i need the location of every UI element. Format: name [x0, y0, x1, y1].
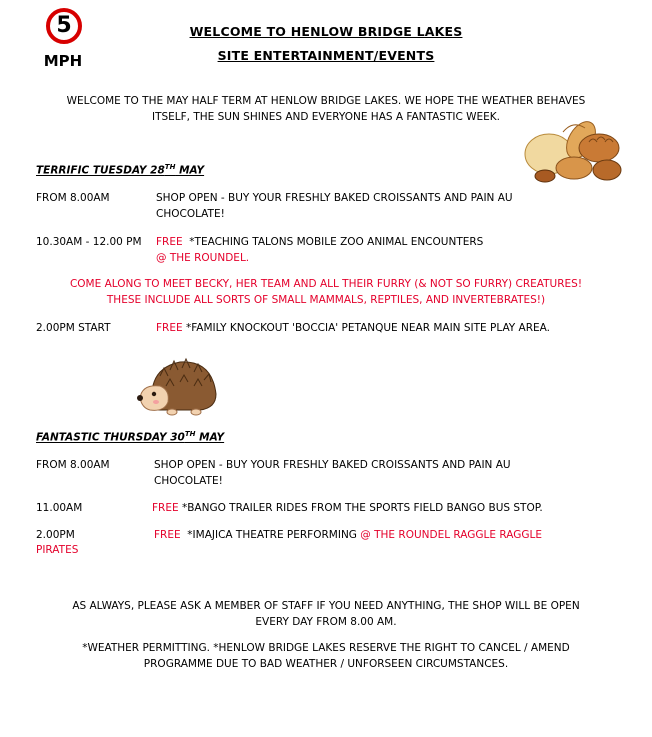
tuesday-event1-time: FROM 8.00AM — [36, 192, 110, 204]
disclaimer-line-1: *WEATHER PERMITTING. *HENLOW BRIDGE LAKES RESERVE THE RIGHT TO CANCEL / AMEND — [82, 642, 570, 654]
thursday-event2-text: *BANGO TRAILER RIDES FROM THE SPORTS FIELD BANGO BUS STOP. — [181, 502, 543, 514]
thursday-heading-text: FANTASTIC THURSDAY 30 — [36, 431, 185, 444]
tuesday-event2-text: *TEACHING TALONS MOBILE ZOO ANIMAL ENCOUNTERS — [189, 236, 484, 248]
free-label: FREE — [154, 529, 181, 541]
thursday-event3-time: 2.00PM — [36, 529, 75, 541]
tuesday-note-line1: COME ALONG TO MEET BECKY, HER TEAM AND ALL THEIR FURRY (& NOT SO FURRY) CREATURES! — [69, 278, 583, 290]
thursday-event3-desc — [154, 527, 542, 543]
intro-line-2: ITSELF, THE SUN SHINES AND EVERYONE HAS A FANTASTIC WEEK. — [151, 111, 501, 123]
free-label: FREE — [152, 502, 179, 514]
tuesday-heading-sup: TH — [164, 163, 176, 171]
footer-line-1: AS ALWAYS, PLEASE ASK A MEMBER OF STAFF IF YOU NEED ANYTHING, THE SHOP WILL BE OPEN — [72, 600, 580, 612]
tuesday-event1-line1: SHOP OPEN - BUY YOUR FRESHLY BAKED CROISSANTS AND PAIN AU — [156, 192, 513, 204]
hedgehog-icon — [136, 356, 220, 418]
bread-icon — [519, 118, 625, 188]
speed-sign-unit: MPH — [43, 52, 83, 70]
thursday-event2-desc — [152, 500, 543, 516]
thursday-heading — [36, 430, 224, 444]
speed-sign-number: 5 — [56, 13, 72, 38]
thursday-event3-text: *IMAJICA THEATRE PERFORMING — [187, 529, 357, 541]
tuesday-note — [20, 276, 632, 308]
footer-line-2: EVERY DAY FROM 8.00 AM. — [255, 616, 397, 628]
page-subtitle: SITE ENTERTAINMENT/EVENTS — [217, 48, 435, 63]
tuesday-event1-desc — [156, 190, 513, 222]
tuesday-event3-time: 2.00PM START — [36, 322, 111, 334]
tuesday-event2-time: 10.30AM - 12.00 PM — [36, 236, 142, 248]
thursday-event1-line1: SHOP OPEN - BUY YOUR FRESHLY BAKED CROISSANTS AND PAIN AU — [154, 459, 511, 471]
tuesday-event1-line2: CHOCOLATE! — [156, 208, 225, 220]
disclaimer — [20, 640, 632, 672]
thursday-event3-location: @ THE ROUNDEL RAGGLE RAGGLE — [360, 529, 542, 541]
tuesday-event3-desc — [156, 320, 550, 336]
footer-note — [20, 598, 632, 630]
free-label: FREE — [156, 322, 183, 334]
tuesday-event3-text: *FAMILY KNOCKOUT 'BOCCIA' PETANQUE NEAR MAIN SITE PLAY AREA. — [185, 322, 551, 334]
tuesday-event2-location: @ THE ROUNDEL. — [156, 252, 250, 264]
tuesday-heading-text: TERRIFIC TUESDAY 28 — [36, 164, 165, 177]
thursday-event1-desc — [154, 457, 511, 489]
tuesday-heading — [36, 163, 204, 177]
page-title: WELCOME TO HENLOW BRIDGE LAKES — [189, 24, 463, 39]
thursday-event2-time: 11.00AM — [36, 502, 83, 514]
tuesday-note-line2: THESE INCLUDE ALL SORTS OF SMALL MAMMALS, REPTILES, AND INVERTEBRATES!) — [106, 294, 546, 306]
thursday-event1-time: FROM 8.00AM — [36, 459, 110, 471]
thursday-event1-line2: CHOCOLATE! — [154, 475, 223, 487]
thursday-heading-month: MAY — [195, 431, 225, 444]
disclaimer-line-2: PROGRAMME DUE TO BAD WEATHER / UNFORSEEN CIRCUMSTANCES. — [143, 658, 509, 670]
thursday-heading-sup: TH — [184, 430, 196, 438]
intro-line-1: WELCOME TO THE MAY HALF TERM AT HENLOW BRIDGE LAKES. WE HOPE THE WEATHER BEHAVES — [66, 95, 586, 107]
free-label: FREE — [156, 236, 183, 248]
thursday-event3-location-cont: PIRATES — [36, 544, 79, 556]
tuesday-event2-desc — [156, 234, 483, 266]
tuesday-heading-month: MAY — [175, 164, 205, 177]
